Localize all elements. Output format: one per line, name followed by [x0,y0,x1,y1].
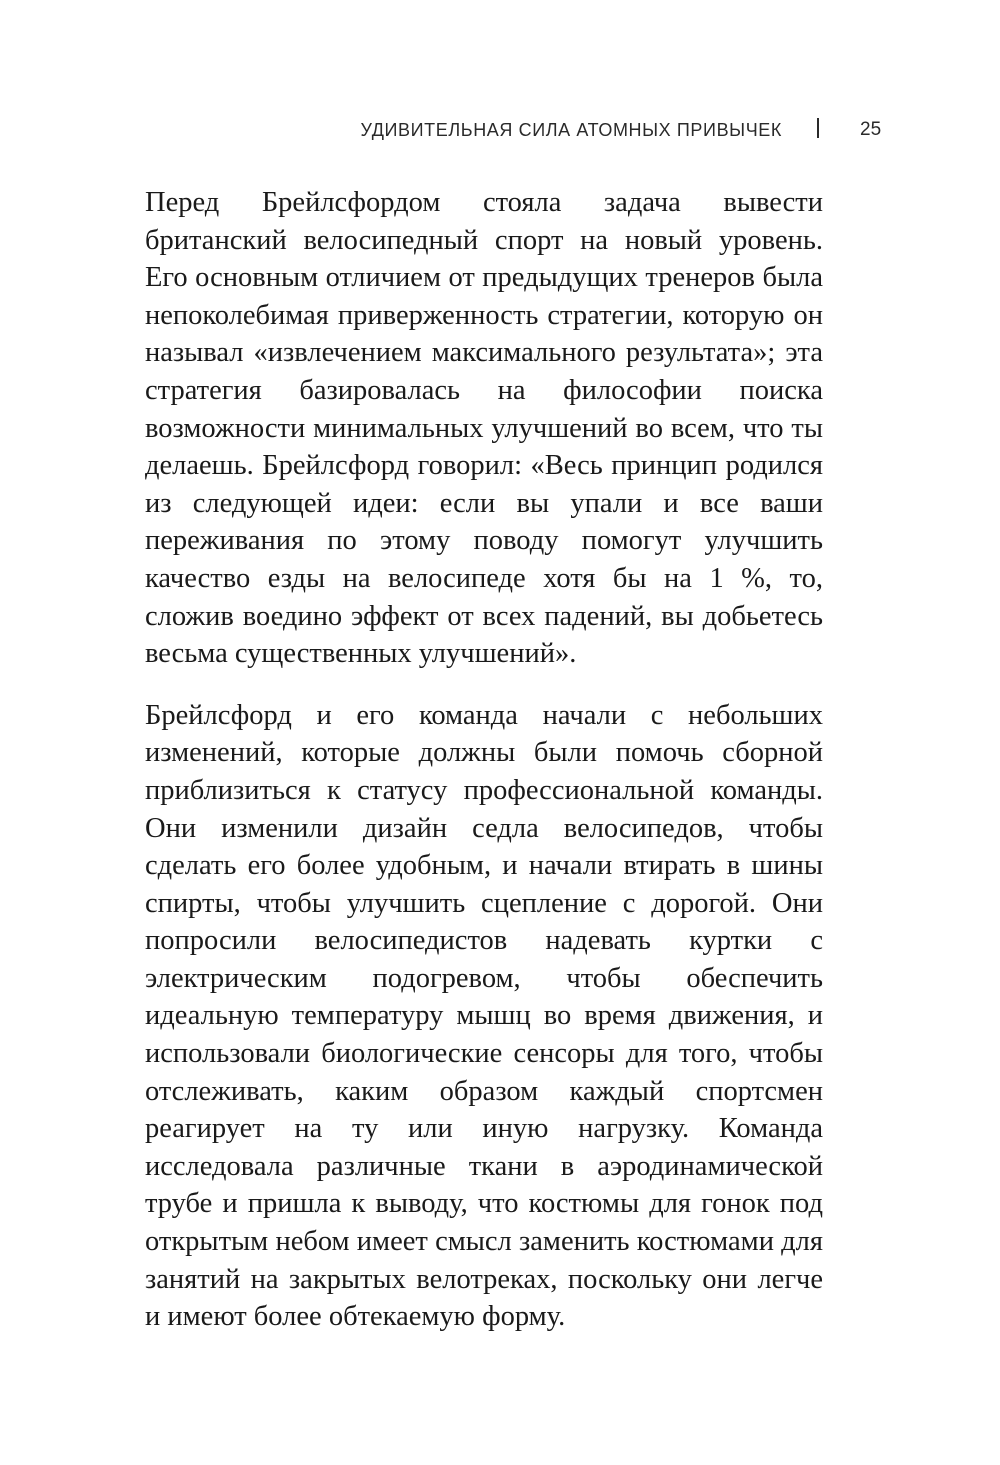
body-text [145,184,823,1336]
running-title: УДИВИТЕЛЬНАЯ СИЛА АТОМНЫХ ПРИВЫЧЕК [360,120,782,140]
paragraph-1: Перед Брейлсфордом стояла задача вывести британский велосипедный спорт на новый уровень. Его основным отличием от предыдущих тренеров была непоколебимая приверженность стратегии, которую он называл «извлечением максимального результата»; эта стратегия базировалась на философии поиска возможности минимальных улучшений во всем, что ты делаешь. Брейлсфорд говорил: «Весь принцип родился из следующей идеи: если вы упали и все ваши переживания по этому поводу помогут улучшить качество езды на велосипеде хотя бы на 1 %, то, сложив воедино эффект от всех падений, вы добьетесь весьма существенных улучшений». [145,187,823,670]
paragraph-2: Брейлсфорд и его команда начали с небольших изменений, которые должны были помочь сборной приблизиться к статусу профессиональной команды. Они изменили дизайн седла велосипедов, чтобы сделать его более удобным, и начали втирать в шины спирты, чтобы улучшить сцепление с дорогой. Они попросили велосипедистов надевать куртки с электрическим подогревом, чтобы обеспечить идеальную температуру мышц во время движения, и использовали биологические сенсоры для того, чтобы отслеживать, каким образом каждый спортсмен реагирует на ту или иную нагрузку. Команда исследовала различные ткани в аэродинамической трубе и пришла к выводу, что костюмы для гонок под открытым небом имеет смысл заменить костюмами для занятий на закрытых велотреках, поскольку они легче и имеют более обтекаемую форму. [145,699,823,1333]
page-number: 25 [860,119,882,140]
running-header [0,116,1000,144]
header-divider [817,118,819,138]
